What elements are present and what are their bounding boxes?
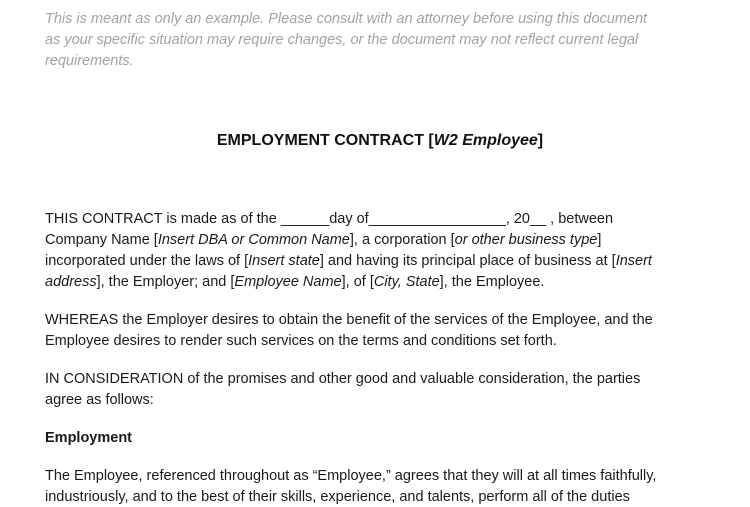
employment-paragraph	[45, 466, 725, 507]
placeholder-state: Insert state	[248, 253, 320, 269]
whereas-paragraph	[45, 310, 725, 352]
title-suffix: ]	[537, 132, 544, 149]
contract-intro-paragraph	[45, 209, 725, 293]
consideration-paragraph	[45, 369, 725, 411]
paragraph-line: The Employee, referenced throughout as “Employee,” agrees that they will at all times faithfully,	[45, 468, 657, 484]
paragraph-line: IN CONSIDERATION of the promises and other good and valuable consideration, the parties	[45, 371, 641, 387]
legal-disclaimer	[45, 9, 725, 72]
section-heading-employment: Employment	[45, 430, 133, 446]
paragraph-line: industriously, and to the best of their skills, experience, and talents, perform all of the duties	[45, 489, 630, 505]
paragraph-line: Employee desires to render such services on the terms and conditions set forth.	[45, 333, 557, 349]
disclaimer-line: requirements.	[45, 53, 134, 69]
title-employee-type: W2 Employee	[433, 132, 538, 149]
placeholder-business-type: or other business type	[454, 232, 598, 248]
text-run: ] and having its principal place of business at [	[319, 253, 616, 269]
disclaimer-line: This is meant as only an example. Please consult with an attorney before using this document	[45, 11, 648, 27]
text-run: Company Name [	[45, 232, 158, 248]
paragraph-line	[45, 272, 725, 293]
paragraph-line: THIS CONTRACT is made as of the ______day of_________________, 20__ , between	[45, 211, 614, 227]
title-prefix: EMPLOYMENT CONTRACT [	[216, 132, 434, 149]
paragraph-line: WHEREAS the Employer desires to obtain the benefit of the services of the Employee, and the	[45, 312, 653, 328]
placeholder-city-state: City, State	[373, 274, 440, 290]
text-run: ], of [	[341, 274, 374, 290]
placeholder-employee-name: Employee Name	[234, 274, 342, 290]
placeholder-address-start: Insert	[615, 253, 652, 269]
text-run: ], the Employee.	[439, 274, 545, 290]
placeholder-dba: Insert DBA or Common Name	[157, 232, 350, 248]
text-run: incorporated under the laws of [	[45, 253, 249, 269]
placeholder-address-end: address	[45, 274, 97, 290]
text-run: ], a corporation [	[349, 232, 455, 248]
paragraph-line: agree as follows:	[45, 392, 154, 408]
disclaimer-line: as your specific situation may require changes, or the document may not reflect current legal	[45, 32, 639, 48]
document-title	[0, 130, 750, 152]
text-run: ]	[597, 232, 602, 248]
paragraph-line	[45, 251, 725, 272]
paragraph-line	[45, 230, 725, 251]
text-run: ], the Employer; and [	[96, 274, 235, 290]
